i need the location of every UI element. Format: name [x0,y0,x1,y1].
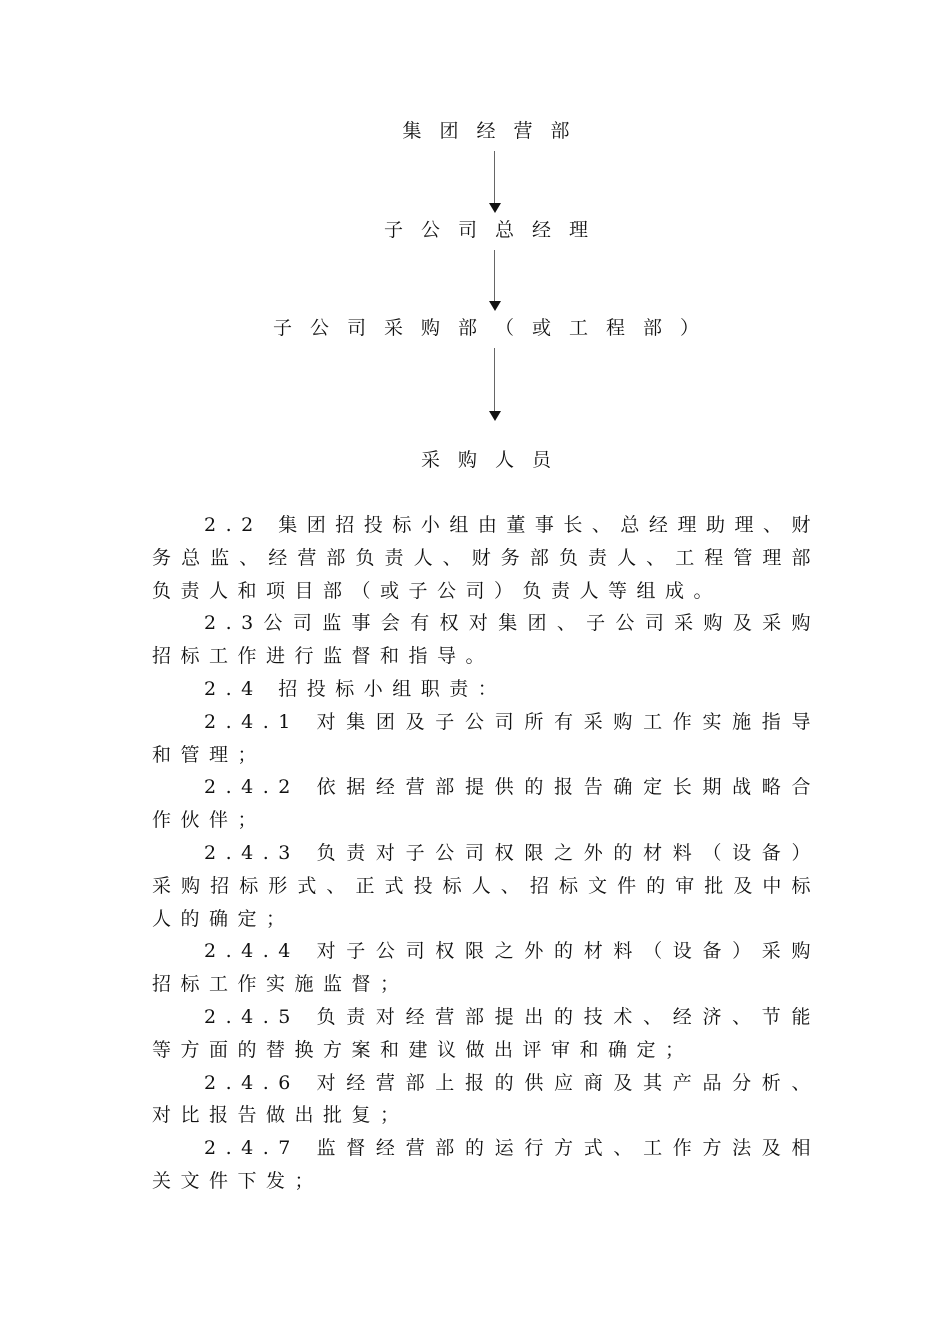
org-node-purchasing-staff: 采购人员 [420,449,569,471]
org-connector-line [494,348,495,411]
org-node-subsidiary-gm: 子公司总经理 [383,219,606,241]
paragraph-2-4-3: 2.4.3 负责对子公司权限之外的材料（设备）采购招标形式、正式投标人、招标文件的审批及中标人的确定； [152,841,820,930]
paragraph-2-4-2: 2.4.2 依据经营部提供的报告确定长期战略合作伙伴； [152,776,820,832]
org-arrow-down-icon [489,301,501,311]
paragraph-2-4-5: 2.4.5 负责对经营部提出的技术、经济、节能等方面的替换方案和建议做出评审和确定； [152,1005,820,1061]
org-arrow-down-icon [489,203,501,213]
org-node-subsidiary-purchasing: 子公司采购部（或工程部） [272,317,717,339]
org-arrow-down-icon [489,411,501,421]
paragraph-2-4-4: 2.4.4 对子公司权限之外的材料（设备）采购招标工作实施监督； [152,940,820,996]
org-connector-line [494,250,495,302]
paragraph-2-4-1: 2.4.1 对集团及子公司所有采购工作实施指导和管理； [152,710,820,766]
paragraph-2-3: 2.3公司监事会有权对集团、子公司采购及采购招标工作进行监督和指导。 [152,612,820,668]
paragraph-2-2: 2.2 集团招投标小组由董事长、总经理助理、财务总监、经营部负责人、财务部负责人、工程管理部负责人和项目部（或子公司）负责人等组成。 [152,514,820,602]
document-body [152,509,820,1198]
org-connector-line [494,151,495,203]
org-node-group-operations: 集团经营部 [402,120,588,142]
paragraph-2-4-7: 2.4.7 监督经营部的运行方式、工作方法及相关文件下发； [152,1137,820,1192]
paragraph-2-4: 2.4 招投标小组职责： [204,677,507,700]
paragraph-2-4-6: 2.4.6 对经营部上报的供应商及其产品分析、对比报告做出批复； [152,1071,820,1127]
